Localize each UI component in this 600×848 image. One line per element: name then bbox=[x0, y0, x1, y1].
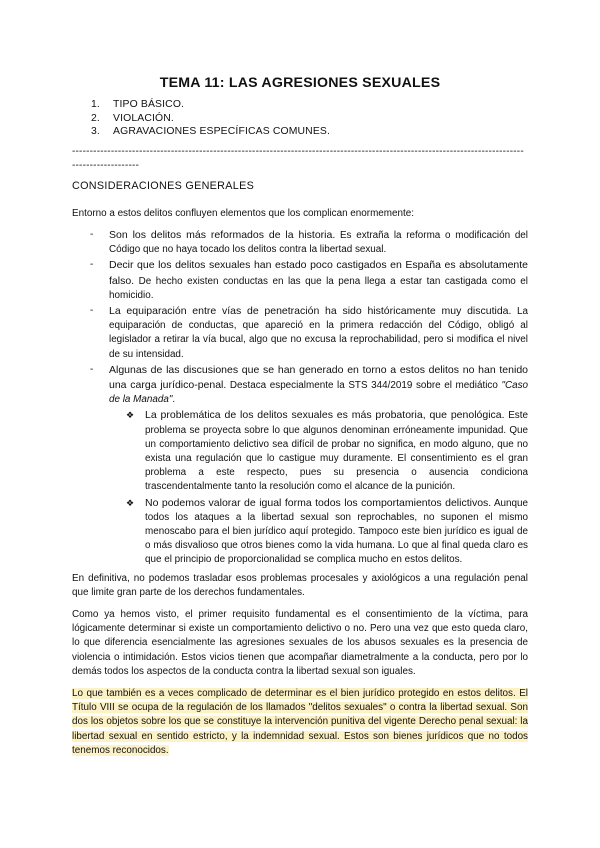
dash-bullet: - bbox=[90, 229, 94, 240]
sub-list-item bbox=[126, 496, 528, 568]
sub-lead: La problemática de los delitos sexuales es más probatoria, que penológica. bbox=[145, 409, 505, 422]
list-item bbox=[90, 304, 528, 362]
diamond-bullet-icon: ❖ bbox=[126, 410, 135, 421]
page-title: TEMA 11: LAS AGRESIONES SEXUALES bbox=[159, 75, 441, 91]
toc-label: VIOLACIÓN. bbox=[113, 112, 174, 124]
dash-bullet: - bbox=[90, 259, 94, 271]
section-heading: CONSIDERACIONES GENERALES bbox=[72, 180, 255, 192]
intro-paragraph bbox=[72, 207, 528, 221]
toc-item bbox=[91, 98, 330, 112]
case-name: "Caso de la Manada" bbox=[109, 380, 528, 406]
bullet-list bbox=[90, 228, 528, 569]
bullet-lead: Son los delitos más reformados de la historia. bbox=[109, 229, 336, 241]
highlighted-text: Lo que también es a veces complicado de determinar es el bien jurídico protegido en estos delitos. El Título VIII se ocupa de la regulación de los llamados "delitos sexuales" o contra la libertad sexual. Son dos los objetos sobre los que se constituye la intervención punitiva del vigente Derecho penal sexual: la libertad sexual en sentido estricto, y la indemnidad sexual. Estos son bienes jurídicos que no todos tenemos reconocidos. bbox=[72, 688, 528, 756]
bullet-lead: Algunas de las discusiones que se han generado en torno a estos delitos no han tenido una carga jurídico-penal. bbox=[109, 363, 528, 392]
bullet-text: La equiparación de conductas, que apareció en la primera redacción del Código, obligó al legislador a retirar la vía bucal, algo que no excusa la reprochabilidad, pero si modifica el nivel de su intensidad. bbox=[109, 306, 528, 360]
bullet-lead: La equiparación entre vías de penetración ha sido históricamente muy discutida. bbox=[109, 305, 512, 318]
toc-number: 1. bbox=[91, 99, 100, 110]
toc-number: 3. bbox=[91, 126, 100, 137]
toc-item bbox=[91, 112, 330, 126]
list-item bbox=[90, 258, 528, 303]
sub-text: Este problema se proyecta sobre lo que algunos denominan erróneamente impunidad. Que un comportamiento delictivo sea difícil de probar no significa, en modo alguno, que no exista una regulación que lo castigue muy duramente. El consentimiento es el gran problema a este respecto, pues su presencia o ausencia condiciona trascendentalmente tanto la resolución como el alcance de la punición. bbox=[145, 410, 528, 493]
toc-label: AGRAVACIONES ESPECÍFICAS COMUNES. bbox=[113, 126, 331, 137]
sub-lead: No podemos valorar de igual forma todos los comportamientos delictivos. bbox=[145, 496, 492, 509]
diamond-bullet-icon: ❖ bbox=[126, 497, 135, 508]
table-of-contents bbox=[91, 98, 330, 139]
sub-list-item bbox=[126, 408, 528, 494]
dash-bullet: - bbox=[90, 305, 94, 317]
consent-paragraph bbox=[72, 608, 528, 679]
toc-number: 2. bbox=[91, 112, 100, 124]
intro-text: Entorno a estos delitos confluyen elementos que los complican enormemente: bbox=[72, 208, 414, 219]
bullet-text: Destaca especialmente la STS 344/2019 sobre el mediático bbox=[226, 380, 502, 392]
dash-bullet: - bbox=[90, 363, 94, 375]
list-item bbox=[90, 228, 528, 257]
list-item bbox=[90, 363, 528, 568]
sub-text: Aunque todos los ataques a la libertad sexual son reprochables, no suponen el mismo menoscabo para el bien jurídico aquí protegido. Tampoco este bien jurídico es igual de o más disvalioso que otros bienes como la vida humana. Lo que al final queda claro es que el principio de proporcionalidad se complica mucho en estos delitos. bbox=[145, 497, 528, 566]
bullet-text: De hecho existen conductas en las que la pena llega a estar tan castigada como el homicidio. bbox=[109, 275, 528, 301]
paragraph-text: Como ya hemos visto, el primer requisito fundamental es el consentimiento de la víctima, para lógicamente determinar si existe un comportamiento delictivo o no. Pero una vez que esto queda claro, lo que diferencia esencialmente las agresiones sexuales de los abusos sexuales es la presencia de violencia o intimidación. Estos vicios tienen que acompañar diametralmente a la conducta, pero por lo demás todos los aspectos de la conducta contra la libertad sexual son iguales. bbox=[72, 609, 528, 677]
toc-item bbox=[91, 125, 330, 139]
dashed-separator: --------------------------------------------------------------------------------------------------------------------------------------------------- bbox=[72, 146, 524, 171]
bullet-lead: Decir que los delitos sexuales han estado poco castigados en España es absolutamente falso. bbox=[109, 259, 528, 287]
bullet-tail: . bbox=[172, 394, 176, 406]
toc-label: TIPO BÁSICO. bbox=[113, 99, 185, 110]
paragraph-text: En definitiva, no podemos trasladar esos problemas procesales y axiológicos a una regulación penal que limite gran parte de los derechos fundamentales. bbox=[72, 573, 528, 599]
conclusion-paragraph bbox=[72, 572, 528, 600]
bullet-text: Es extraña la reforma o modificación del Código que no haya tocado los delitos contra la libertad sexual. bbox=[109, 230, 528, 256]
highlighted-paragraph bbox=[72, 687, 528, 758]
